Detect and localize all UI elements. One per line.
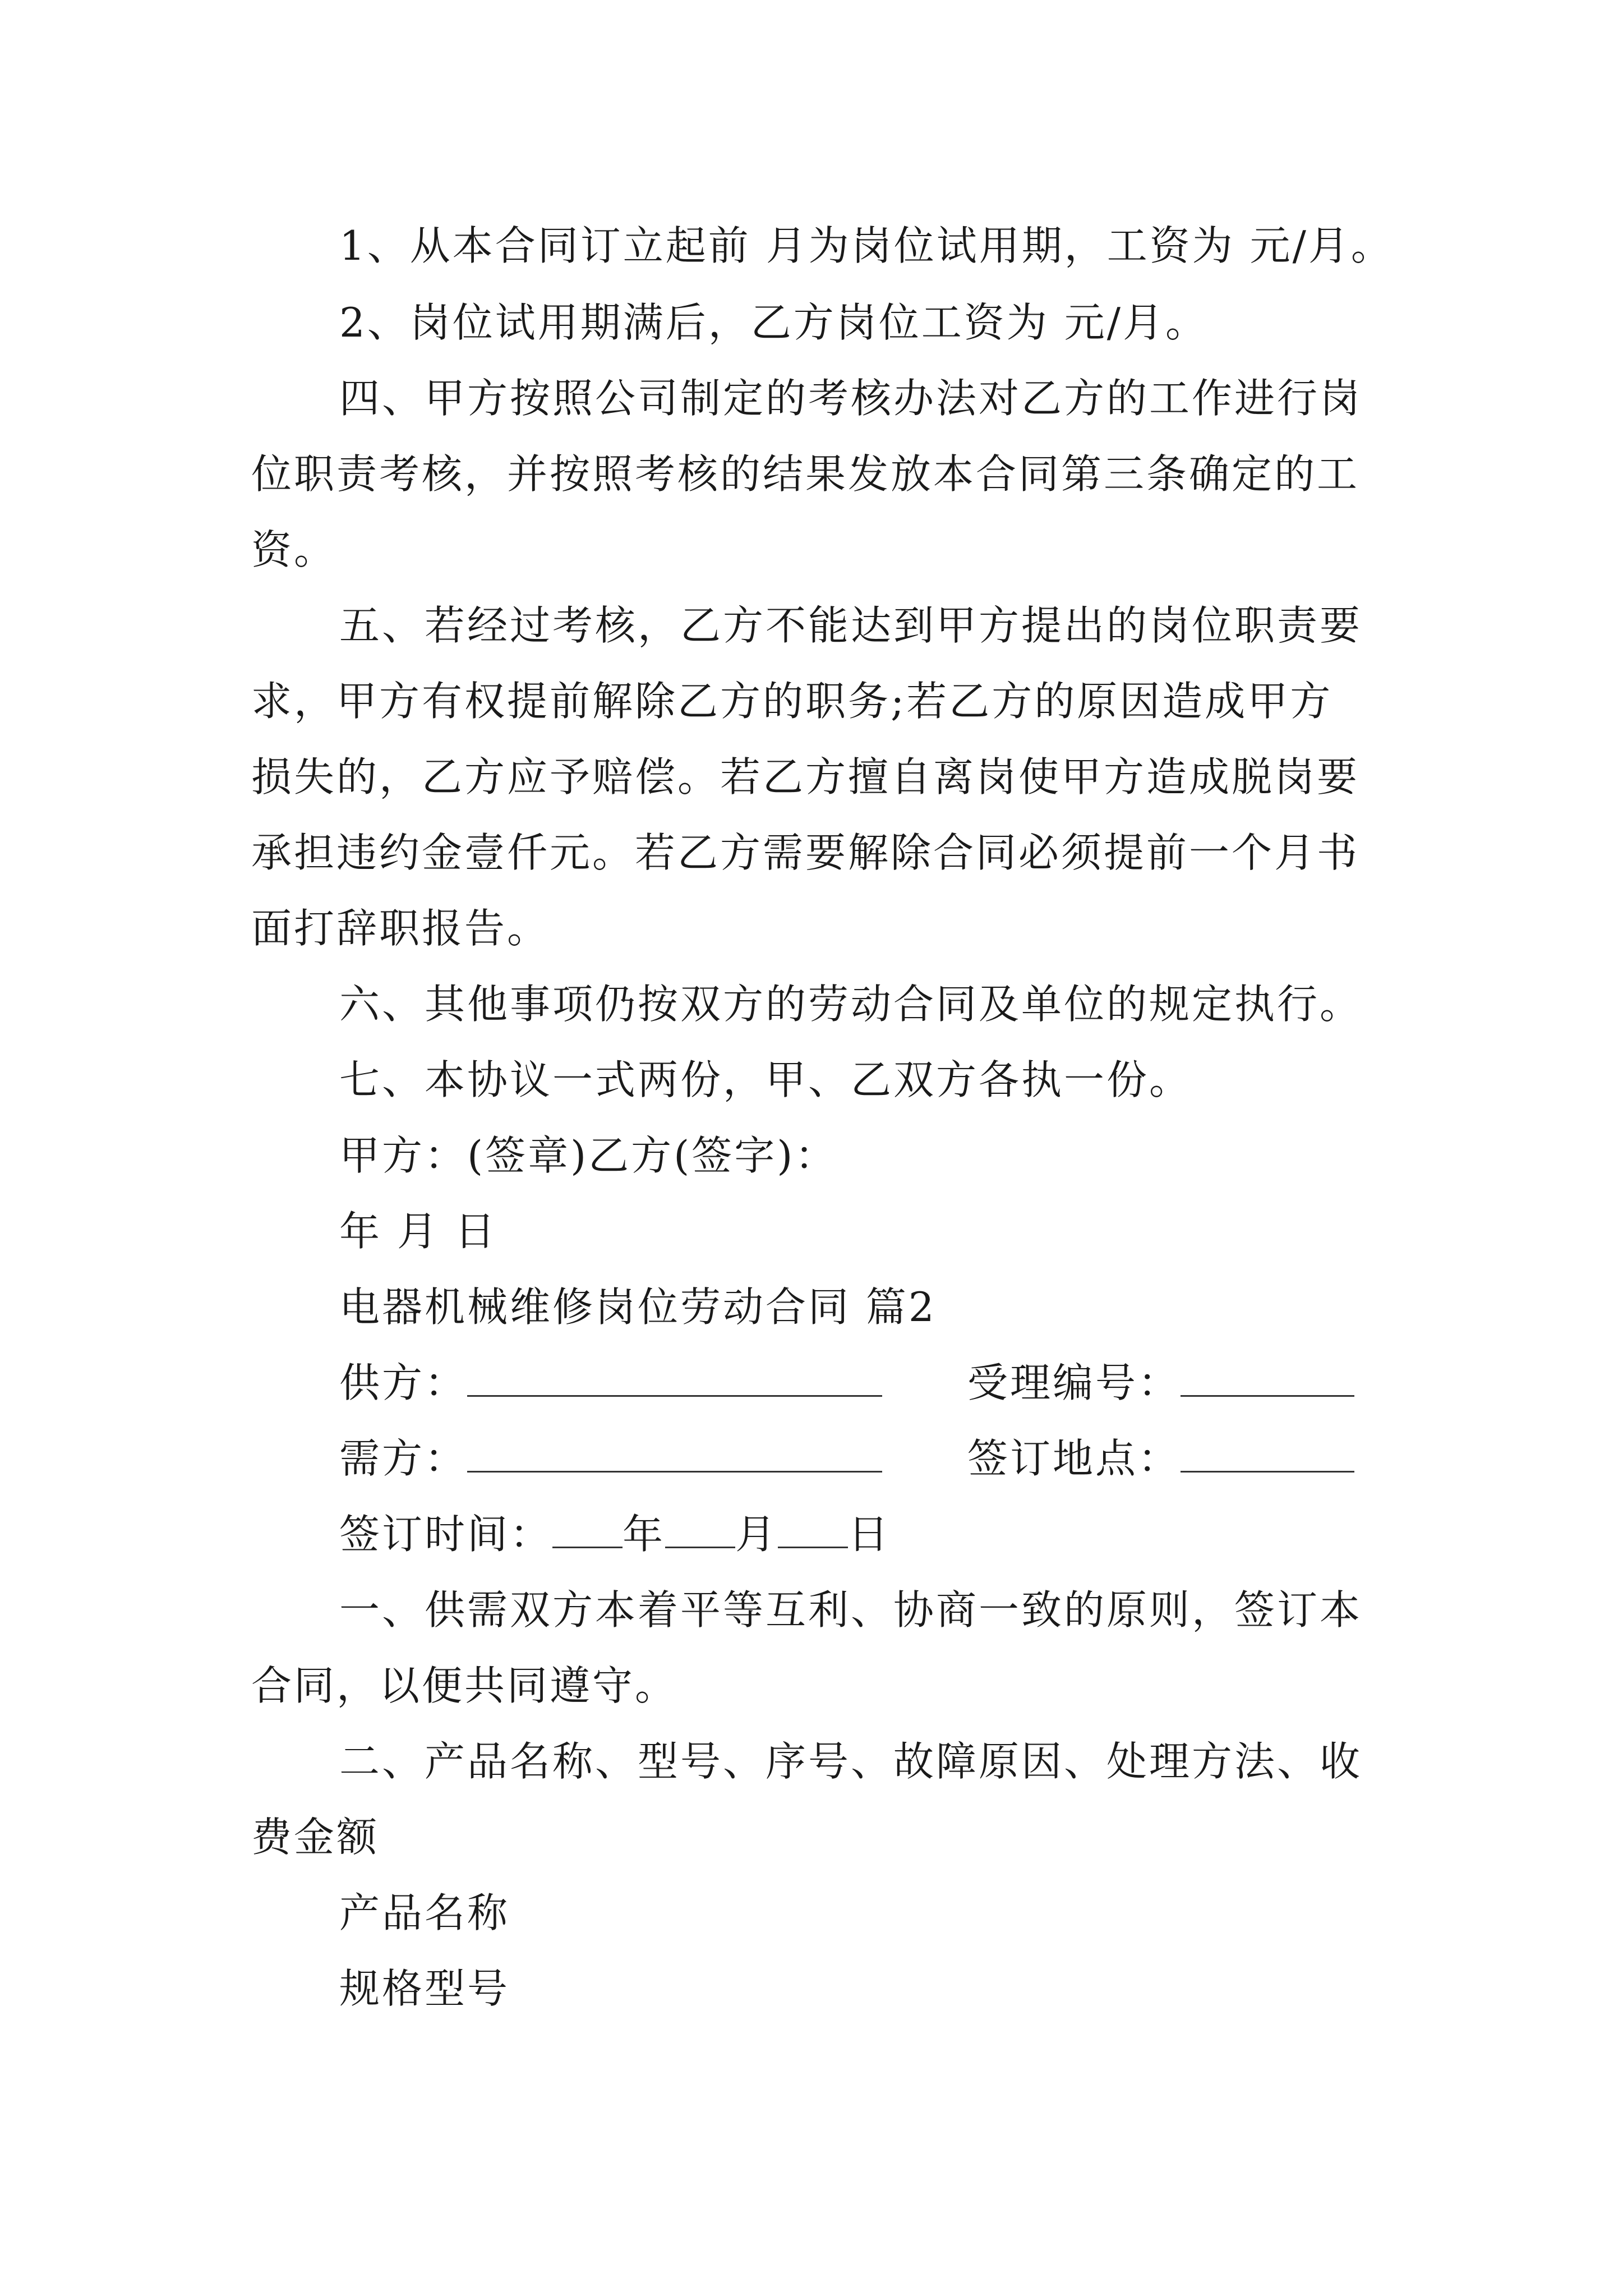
paragraph-line: 四、甲方按照公司制定的考核办法对乙方的工作进行岗 (339, 375, 1363, 422)
supplier-label: 供方： (339, 1359, 468, 1406)
paragraph-line: 合同，以便共同遵守。 (251, 1662, 678, 1709)
paragraph-line: 承担违约金壹仟元。若乙方需要解除合同必须提前一个月书 (251, 829, 1360, 876)
paragraph-line: 规格型号 (339, 1965, 510, 2012)
paragraph-line: 资。 (251, 526, 337, 573)
acceptance-no-label: 受理编号： (967, 1359, 1181, 1406)
paragraph-line: 一、供需双方本着平等互利、协商一致的原则，签订本 (339, 1586, 1363, 1634)
paragraph-line: 面打辞职报告。 (251, 905, 550, 952)
year-label: 年 (623, 1511, 666, 1558)
paragraph-line: 六、其他事项仍按双方的劳动合同及单位的规定执行。 (339, 981, 1363, 1028)
signing-place-row (967, 1433, 1354, 1484)
acceptance-no-blank (1181, 1361, 1354, 1397)
signing-place-blank (1181, 1437, 1354, 1473)
supplier-row (339, 1358, 882, 1408)
paragraph-line: 位职责考核，并按照考核的结果发放本合同第三条确定的工 (251, 450, 1360, 498)
day-blank (778, 1513, 848, 1548)
month-blank (665, 1513, 735, 1548)
signing-time-row (339, 1509, 891, 1559)
paragraph-line: 产品名称 (339, 1889, 510, 1936)
section-title: 电器机械维修岗位劳动合同 篇2 (339, 1283, 937, 1331)
signing-place-label: 签订地点： (967, 1435, 1181, 1482)
paragraph-line: 损失的，乙方应予赔偿。若乙方擅自离岗使甲方造成脱岗要 (251, 753, 1360, 800)
date-line: 年 月 日 (339, 1208, 497, 1255)
year-blank (552, 1513, 623, 1548)
paragraph-line: 七、本协议一式两份，甲、乙双方各执一份。 (339, 1056, 1192, 1103)
paragraph-line: 五、若经过考核，乙方不能达到甲方提出的岗位职责要 (339, 602, 1363, 649)
buyer-row (339, 1433, 882, 1484)
paragraph-line: 二、产品名称、型号、序号、故障原因、处理方法、收 (339, 1738, 1363, 1785)
buyer-blank (467, 1437, 882, 1473)
supplier-blank (467, 1361, 882, 1397)
signature-line: 甲方：(签章)乙方(签字)： (339, 1132, 838, 1179)
paragraph-line: 2、岗位试用期满后，乙方岗位工资为 元/月。 (339, 299, 1208, 346)
paragraph-line: 1、从本合同订立起前 月为岗位试用期，工资为 元/月。 (339, 222, 1394, 269)
buyer-label: 需方： (339, 1435, 468, 1482)
signing-time-label: 签订时间： (339, 1511, 553, 1558)
paragraph-line: 费金额 (251, 1814, 380, 1861)
acceptance-no-row (967, 1358, 1354, 1408)
day-label: 日 (848, 1511, 891, 1558)
paragraph-line: 求，甲方有权提前解除乙方的职务;若乙方的原因造成甲方 (251, 678, 1333, 725)
month-label: 月 (735, 1511, 778, 1558)
